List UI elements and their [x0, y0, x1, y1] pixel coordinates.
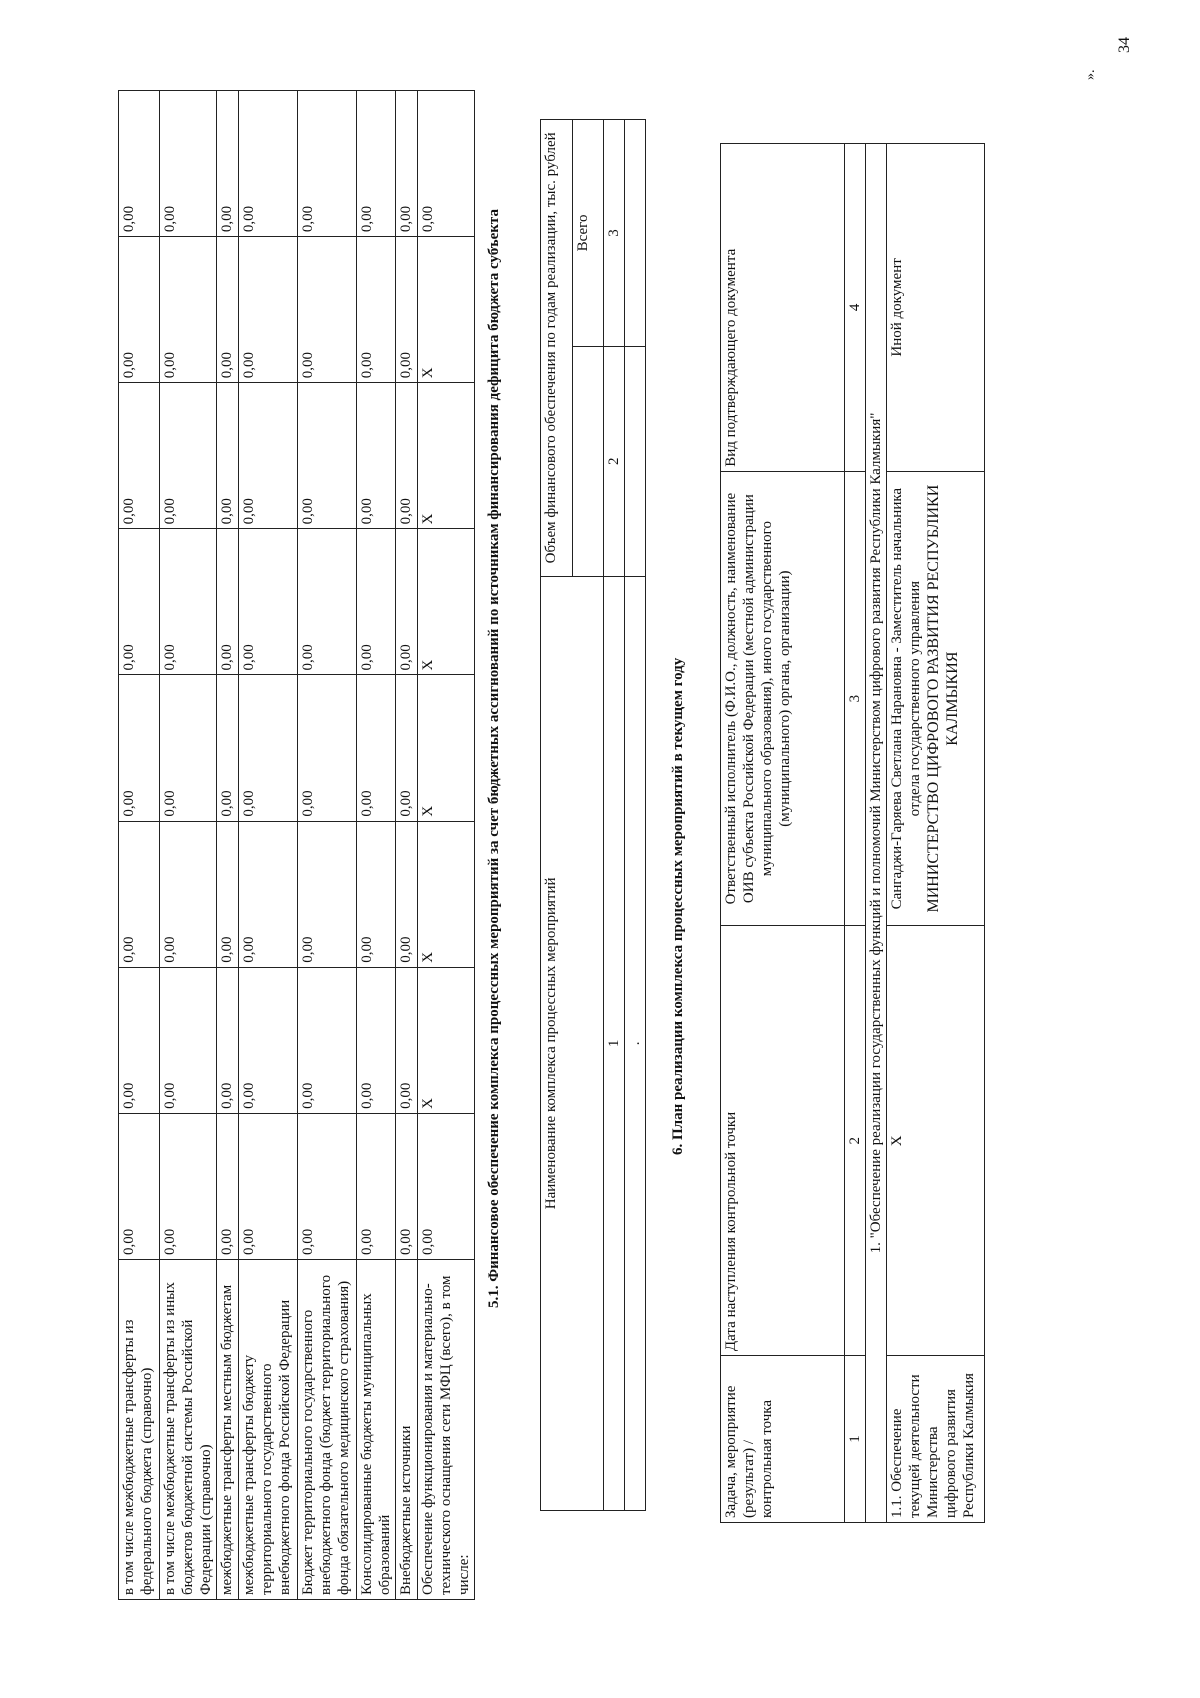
col-header-years-empty [572, 346, 604, 576]
table1-cell: 0,00 [298, 821, 357, 967]
table1-cell: 0,00 [357, 675, 396, 821]
table1-cell: 0,00 [396, 383, 418, 529]
table1-cell: 0,00 [239, 1113, 298, 1259]
row-date: X [887, 926, 985, 1356]
table1-row [160, 91, 217, 1600]
table1-cell: 0,00 [396, 821, 418, 967]
table1-cell: 0,00 [239, 237, 298, 383]
table1-row-label: в том числе межбюджетные трансферты из иных бюджетов бюджетной системы Российской Федерации (справочно) [160, 1260, 217, 1600]
table1-cell: 0,00 [298, 675, 357, 821]
table1-cell: 0,00 [217, 383, 239, 529]
table1-cell: X [418, 967, 475, 1113]
table1-cell: 0,00 [357, 1113, 396, 1259]
table1-cell: 0,00 [160, 91, 217, 237]
task-row: 1. "Обеспечение реализации государственных функций и полномочий Министерством цифрового развития Республики Калмыкия" [866, 144, 887, 1523]
table1-row [217, 91, 239, 1600]
table1-cell: 0,00 [217, 91, 239, 237]
table1-cell: 0,00 [239, 383, 298, 529]
table1-row-label: Бюджет территориального государственного внебюджетного фонда (бюджет территориального фонда обязательного медицинского страхования) [298, 1260, 357, 1600]
table1-cell: X [418, 675, 475, 821]
section-5-1-title: 5.1. Финансовое обеспечение комплекса процессных мероприятий за счет бюджетных ассигнований по источникам финансирования дефицита бюджета субъекта [486, 209, 502, 1308]
header-date: Дата наступления контрольной точки [721, 926, 845, 1356]
table1-cell: 0,00 [217, 1113, 239, 1259]
num-3: 3 [845, 471, 866, 926]
table1-cell: 0,00 [357, 529, 396, 675]
table1-cell: 0,00 [119, 967, 160, 1113]
col-header-total: Всего [572, 120, 604, 347]
table1-cell: 0,00 [119, 1113, 160, 1259]
table1-cell: 0,00 [396, 237, 418, 383]
table1-row-label: Обеспечение функционирования и материально-технического оснащения сети МФЦ (всего), в том числе: [418, 1260, 475, 1600]
table1-cell: 0,00 [396, 529, 418, 675]
page-number: 34 [1116, 37, 1133, 53]
table1-cell: 0,00 [160, 1113, 217, 1259]
col-header-complex-name: Наименование комплекса процессных мероприятий [541, 576, 604, 1510]
table1-cell: 0,00 [119, 91, 160, 237]
table1-cell: 0,00 [298, 237, 357, 383]
table1-cell: 0,00 [217, 967, 239, 1113]
table1-cell: 0,00 [396, 91, 418, 237]
table1-cell: X [418, 383, 475, 529]
table1-cell: 0,00 [160, 967, 217, 1113]
table1-cell: 0,00 [119, 675, 160, 821]
table1-cell: 0,00 [217, 237, 239, 383]
table1-cell: 0,00 [298, 383, 357, 529]
table1-cell: 0,00 [298, 529, 357, 675]
table1-cell: 0,00 [418, 1113, 475, 1259]
funding-sources-table [118, 90, 475, 1600]
table1-cell: 0,00 [119, 383, 160, 529]
table1-cell: 0,00 [160, 529, 217, 675]
table1-row [357, 91, 396, 1600]
table1-cell: 0,00 [239, 529, 298, 675]
col-header-volume: Объем финансового обеспечения по годам реализации, тыс. рублей [541, 120, 573, 577]
table1-cell: 0,00 [357, 821, 396, 967]
table1-cell: 0,00 [239, 675, 298, 821]
table1-row-label: Консолидированные бюджеты муниципальных образований [357, 1260, 396, 1600]
table1-row [119, 91, 160, 1600]
row-dot: . [627, 1041, 643, 1046]
table1-cell: 0,00 [160, 675, 217, 821]
row-name: 1.1. Обеспечение текущей деятельности Министерства цифрового развития Республики Калмыкия [887, 1356, 985, 1523]
num-1: 1 [845, 1356, 866, 1523]
section-6-table [720, 143, 985, 1523]
table1-cell: 0,00 [357, 237, 396, 383]
num-2: 2 [845, 926, 866, 1356]
table1-cell: 0,00 [396, 967, 418, 1113]
table1-cell: 0,00 [239, 91, 298, 237]
table1-cell: 0,00 [418, 91, 475, 237]
table1-cell: 0,00 [239, 821, 298, 967]
section-6-title: 6. План реализации комплекса процессных мероприятий в текущем году [670, 657, 686, 1155]
header-executor: Ответственный исполнитель (Ф.И.О., должность, наименование ОИВ субъекта Российской Федерации (местной администрации муниципального образования), иного государственного (муниципального) органа, организации) [721, 471, 845, 926]
col-num-3: 3 [604, 120, 625, 347]
table1-cell: 0,00 [119, 821, 160, 967]
table1-cell: 0,00 [160, 237, 217, 383]
table1-cell: 0,00 [239, 967, 298, 1113]
table1-row-label: Внебюджетные источники [396, 1260, 418, 1600]
table1-cell: 0,00 [160, 821, 217, 967]
table1-row-label: в том числе межбюджетные трансферты из федерального бюджета (справочно) [119, 1260, 160, 1600]
section-5-1-table [540, 119, 646, 1511]
table1-cell: 0,00 [119, 529, 160, 675]
table1-row-label: межбюджетные трансферты местным бюджетам [217, 1260, 239, 1600]
table1-cell: 0,00 [298, 1113, 357, 1259]
row-executor [887, 471, 985, 926]
table1-cell: 0,00 [160, 383, 217, 529]
col-num-2: 2 [604, 346, 625, 576]
table1-cell: 0,00 [298, 967, 357, 1113]
table1-cell: 0,00 [217, 821, 239, 967]
closing-quote: ». [1083, 69, 1098, 80]
table1-cell: 0,00 [357, 91, 396, 237]
table1-cell: 0,00 [298, 91, 357, 237]
table1-cell: 0,00 [217, 675, 239, 821]
table1-cell: 0,00 [357, 967, 396, 1113]
table1-cell: 0,00 [217, 529, 239, 675]
table1-row [418, 91, 475, 1600]
table1-row [298, 91, 357, 1600]
header-task: Задача, мероприятие (результат) / контрольная точка [721, 1356, 845, 1523]
table1-row [396, 91, 418, 1600]
num-4: 4 [845, 144, 866, 472]
table1-cell: 0,00 [396, 1113, 418, 1259]
row-executor-person: Сангаджи-Гаряева Светлана Нарановна - Заместитель начальника отдела государственного управления [889, 487, 923, 910]
table1-cell: 0,00 [119, 237, 160, 383]
col-num-1: 1 [604, 576, 625, 1510]
row-executor-org: МИНИСТЕРСТВО ЦИФРОВОГО РАЗВИТИЯ РЕСПУБЛИКИ КАЛМЫКИЯ [925, 484, 961, 913]
header-doc-type: Вид подтверждающего документа [721, 144, 845, 472]
table1-row-label: межбюджетные трансферты бюджету территориального государственного внебюджетного фонда Российской Федерации [239, 1260, 298, 1600]
table1-cell: X [418, 529, 475, 675]
table1-cell: 0,00 [396, 675, 418, 821]
table1-cell: X [418, 821, 475, 967]
table1-row [239, 91, 298, 1600]
table1-cell: 0,00 [357, 383, 396, 529]
table1-cell: X [418, 237, 475, 383]
row-doc-type: Иной документ [887, 144, 985, 472]
